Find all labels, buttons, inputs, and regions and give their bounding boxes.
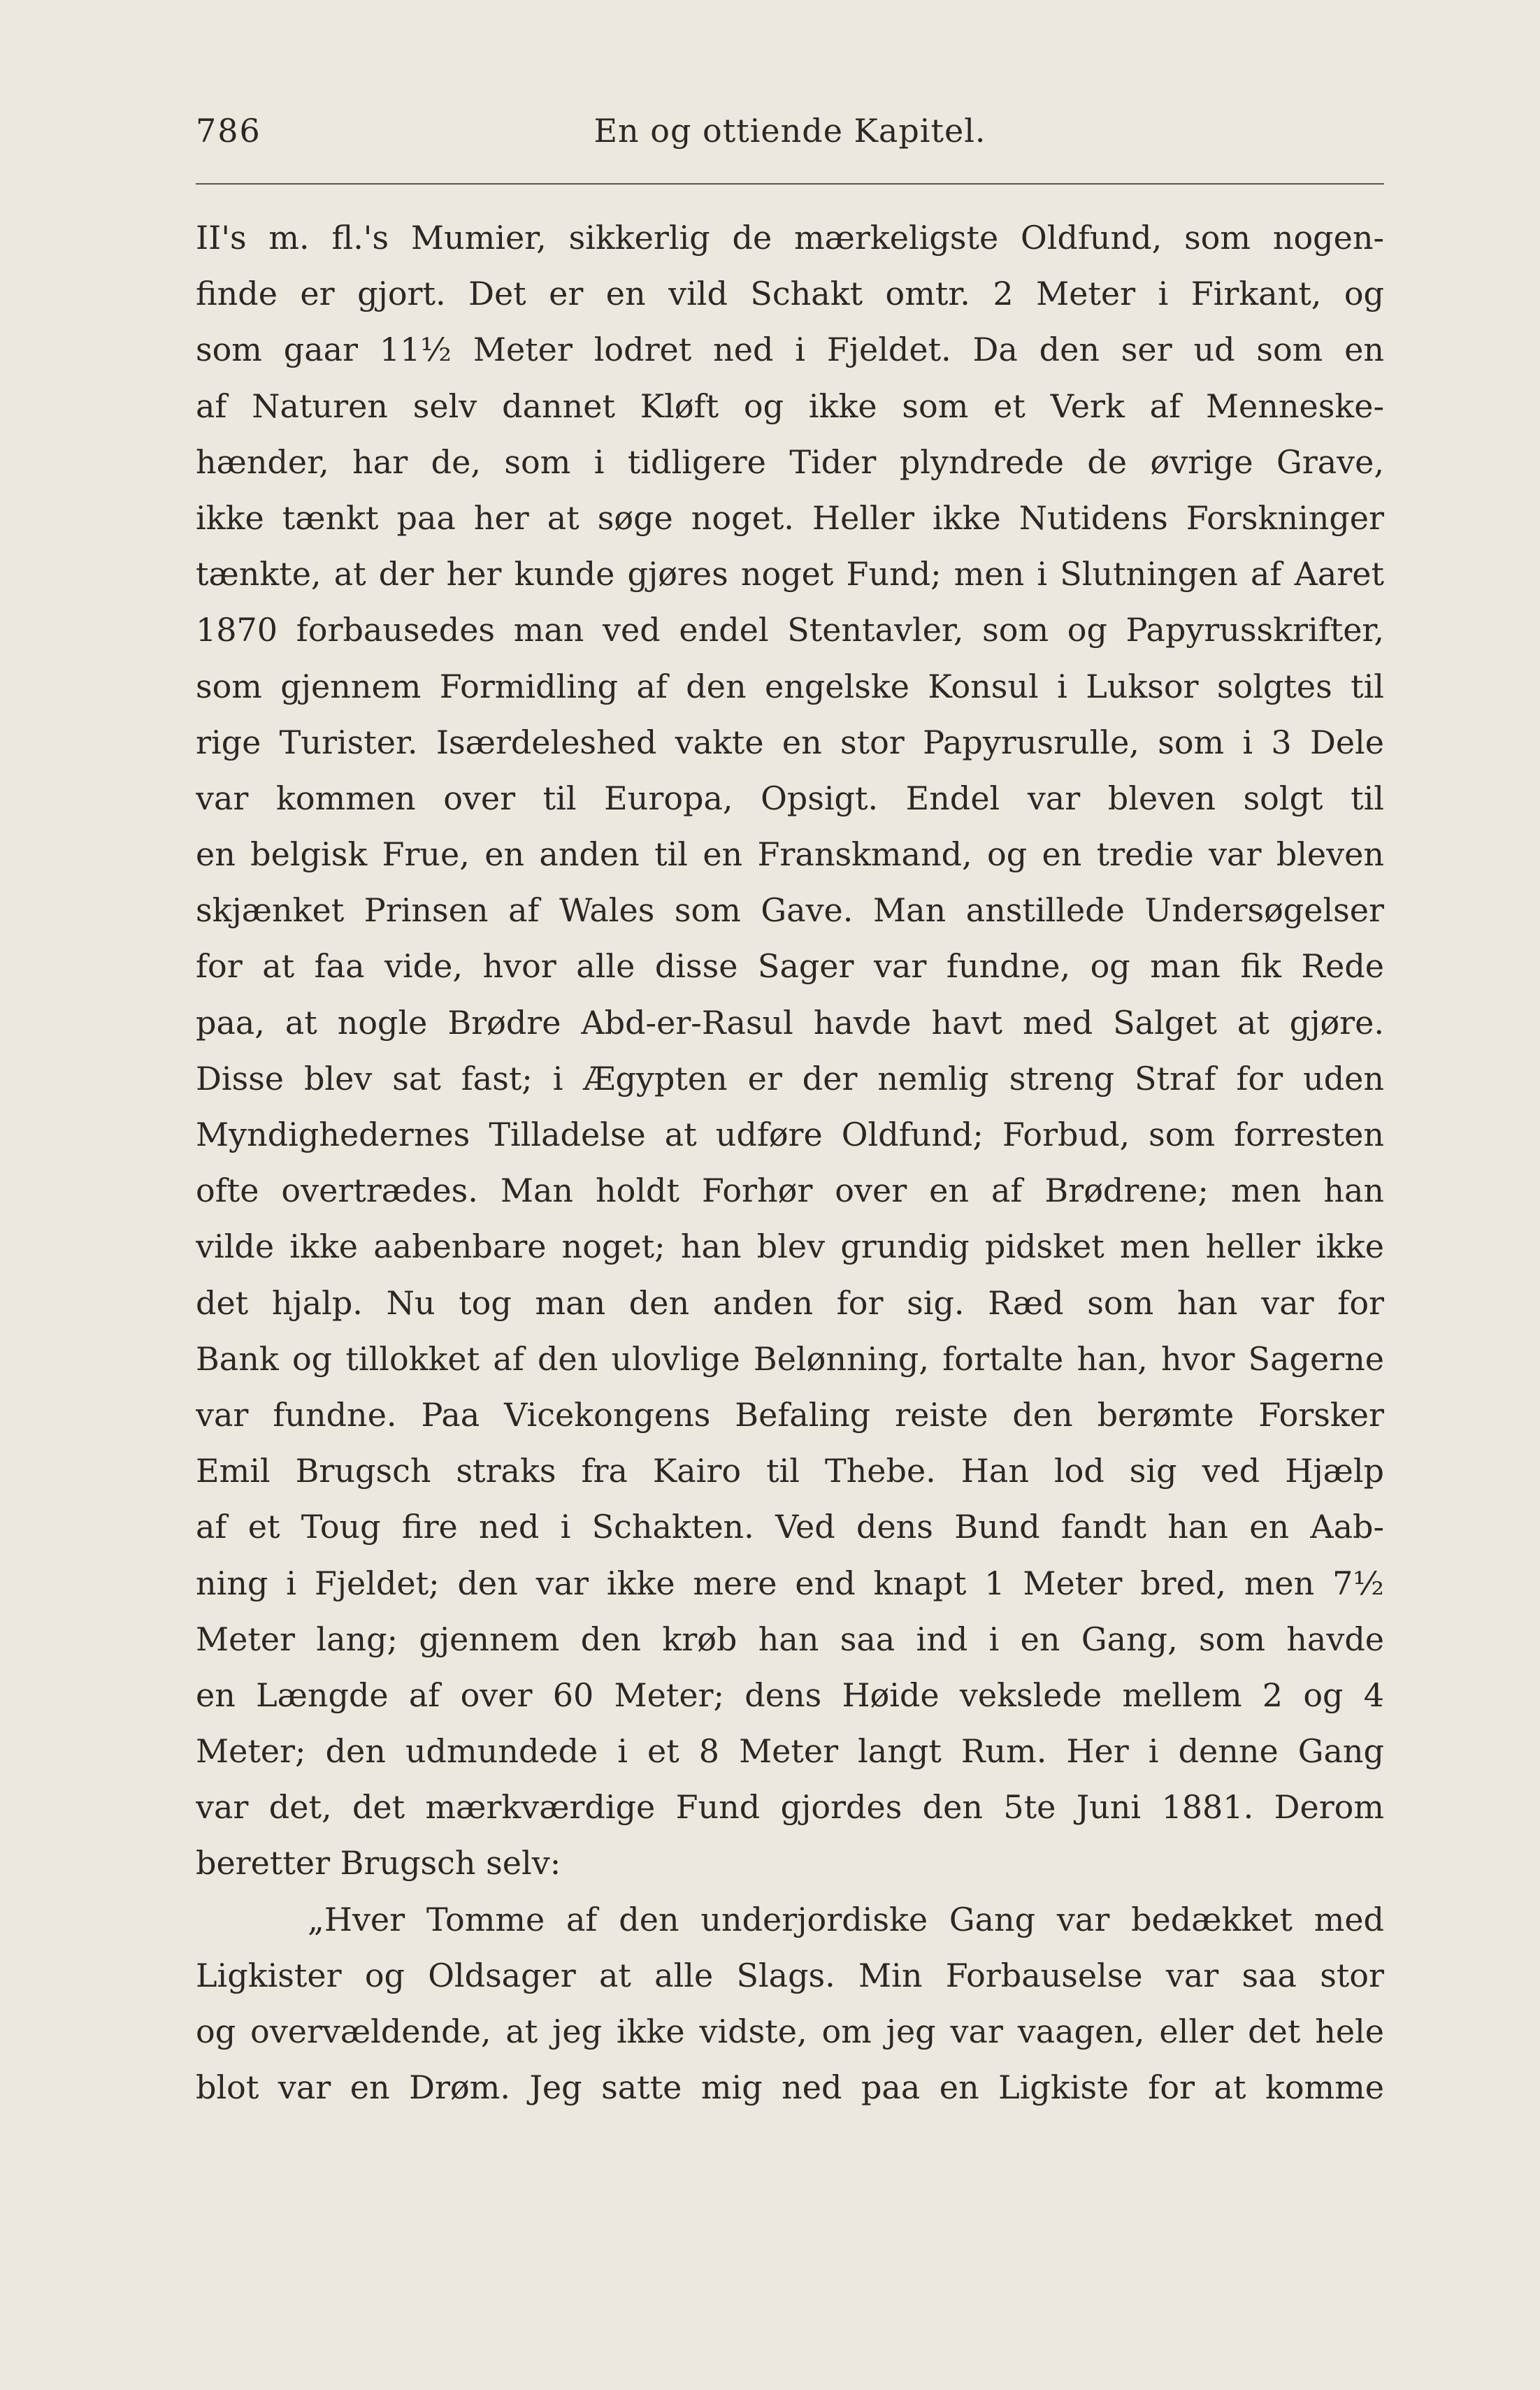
text-line: var det, det mærkværdige Fund gjordes den 5te Juni 1881. Derom — [196, 1788, 1384, 1827]
text-line: som gaar 11½ Meter lodret ned i Fjeldet. Da den ser ud som en — [196, 331, 1384, 369]
page-number: 786 — [196, 112, 261, 150]
running-head: En og ottiende Kapitel. — [593, 112, 986, 150]
text-line: ofte overtrædes. Man holdt Forhør over en af Brødrene; men han — [196, 1172, 1384, 1210]
text-line: hænder, har de, som i tidligere Tider plyndrede de øvrige Grave, — [196, 442, 1384, 481]
text-line: beretter Brugsch selv: — [196, 1844, 561, 1883]
quote-line: Ligkister og Oldsager at alle Slags. Min Forbauselse var saa stor — [196, 1956, 1384, 1994]
text-line: som gjennem Formidling af den engelske Konsul i Luksor solgtes til — [196, 667, 1384, 705]
text-line: var fundne. Paa Vicekongens Befaling reiste den berømte Forsker — [196, 1395, 1384, 1434]
page-header — [196, 112, 1384, 161]
text-line: en Længde af over 60 Meter; dens Høide vekslede mellem 2 og 4 — [196, 1676, 1384, 1714]
quote-line: „Hver Tomme af den underjordiske Gang var bedækket med — [308, 1900, 1384, 1938]
text-line: ning i Fjeldet; den var ikke mere end knapt 1 Meter bred, men 7½ — [196, 1564, 1384, 1602]
body-text — [196, 210, 1384, 2115]
text-line: skjænket Prinsen af Wales som Gave. Man anstillede Undersøgelser — [196, 891, 1384, 930]
text-line: det hjalp. Nu tog man den anden for sig. Ræd som han var for — [196, 1283, 1384, 1322]
text-line: for at faa vide, hvor alle disse Sager var fundne, og man fik Rede — [196, 947, 1384, 986]
text-line: vilde ikke aabenbare noget; han blev grundig pidsket men heller ikke — [196, 1228, 1384, 1266]
text-line: Emil Brugsch straks fra Kairo til Thebe. Han lod sig ved Hjælp — [196, 1452, 1384, 1490]
text-line: tænkte, at der her kunde gjøres noget Fund; men i Slutningen af Aaret — [196, 555, 1384, 593]
text-line: Meter lang; gjennem den krøb han saa ind i en Gang, som havde — [196, 1620, 1384, 1658]
text-line: Disse blev sat fast; i Ægypten er der nemlig streng Straf for uden — [196, 1059, 1384, 1097]
text-line: ikke tænkt paa her at søge noget. Heller ikke Nutidens Forskninger — [196, 498, 1384, 537]
text-line: af et Toug fire ned i Schakten. Ved dens Bund fandt han en Aab- — [196, 1508, 1384, 1546]
text-line: II's m. fl.'s Mumier, sikkerlig de mærkeligste Oldfund, som nogen- — [196, 219, 1384, 257]
quote-line: blot var en Drøm. Jeg satte mig ned paa en Ligkiste for at komme — [196, 2068, 1384, 2107]
text-line: Meter; den udmundede i et 8 Meter langt Rum. Her i denne Gang — [196, 1732, 1384, 1771]
header-rule — [196, 183, 1384, 185]
text-line: Bank og tillokket af den ulovlige Belønning, fortalte han, hvor Sagerne — [196, 1339, 1384, 1378]
text-line: Myndighedernes Tilladelse at udføre Oldfund; Forbud, som forresten — [196, 1116, 1384, 1153]
text-line: af Naturen selv dannet Kløft og ikke som et Verk af Menneske- — [196, 387, 1384, 425]
text-line: rige Turister. Isærdeleshed vakte en stor Papyrusrulle, som i 3 Dele — [196, 723, 1384, 761]
text-line: finde er gjort. Det er en vild Schakt omtr. 2 Meter i Firkant, og — [196, 275, 1384, 313]
text-line: en belgisk Frue, en anden til en Franskmand, og en tredie var bleven — [196, 835, 1384, 874]
text-line: 1870 forbausedes man ved endel Stentavler, som og Papyrusskrifter, — [196, 611, 1384, 649]
text-line: var kommen over til Europa, Opsigt. Endel var bleven solgt til — [196, 779, 1384, 817]
quote-line: og overvældende, at jeg ikke vidste, om jeg var vaagen, eller det hele — [196, 2013, 1384, 2050]
text-line: paa, at nogle Brødre Abd-er-Rasul havde havt med Salget at gjøre. — [196, 1003, 1384, 1042]
